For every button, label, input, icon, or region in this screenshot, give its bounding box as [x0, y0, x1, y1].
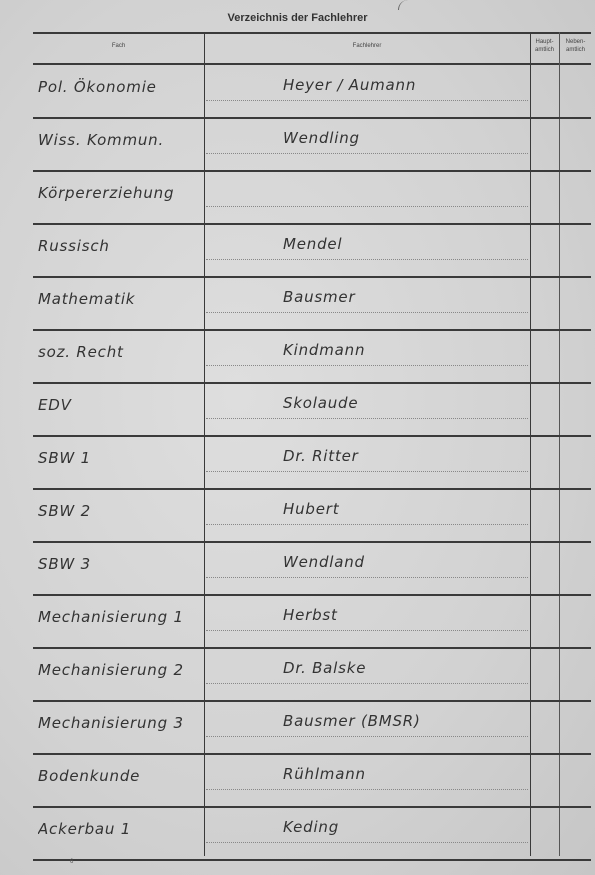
subject-cell: Ackerbau 1 [38, 820, 132, 838]
teacher-table [33, 32, 591, 856]
teacher-cell: Dr. Balske [283, 659, 367, 677]
teacher-cell: Keding [283, 818, 340, 836]
paper-fold-mark [398, 0, 411, 10]
dotted-guide-line [206, 259, 528, 260]
dotted-guide-line [206, 312, 528, 313]
subject-cell: SBW 2 [38, 502, 91, 520]
subject-cell: SBW 3 [38, 555, 91, 573]
subject-cell: Mechanisierung 1 [38, 608, 184, 626]
subject-cell: EDV [38, 396, 72, 414]
table-row [33, 753, 591, 806]
subject-cell: Bodenkunde [38, 767, 141, 785]
table-row [33, 488, 591, 541]
table-row [33, 170, 591, 223]
teacher-cell: Hubert [283, 500, 340, 518]
subject-cell: Mathematik [38, 290, 136, 308]
header-teacher: Fachlehrer [352, 43, 382, 49]
teacher-cell: Bausmer (BMSR) [283, 712, 421, 730]
table-row [33, 806, 591, 859]
teacher-cell: Skolaude [283, 394, 359, 412]
table-top-border [33, 32, 591, 34]
teacher-cell: Wendland [283, 553, 365, 571]
subject-cell: Mechanisierung 2 [38, 661, 184, 679]
dotted-guide-line [206, 206, 528, 207]
dotted-guide-line [206, 100, 528, 101]
dotted-guide-line [206, 153, 528, 154]
dotted-guide-line [206, 418, 528, 419]
teacher-cell: Wendling [283, 129, 360, 147]
dotted-guide-line [206, 683, 528, 684]
header-main: Haupt- amtlich [534, 39, 554, 53]
subject-cell: Pol. Ökonomie [38, 78, 157, 96]
subject-cell: SBW 1 [38, 449, 91, 467]
dotted-guide-line [206, 577, 528, 578]
subject-cell: Wiss. Kommun. [38, 131, 165, 149]
subject-cell: soz. Recht [38, 343, 124, 361]
dotted-guide-line [206, 365, 528, 366]
teacher-cell: Dr. Ritter [283, 447, 359, 465]
dotted-guide-line [206, 471, 528, 472]
teacher-cell: Bausmer [283, 288, 356, 306]
dotted-guide-line [206, 789, 528, 790]
teacher-cell: Mendel [283, 235, 343, 253]
subject-cell: Mechanisierung 3 [38, 714, 184, 732]
table-row [33, 435, 591, 488]
table-row [33, 594, 591, 647]
row-divider [33, 859, 591, 861]
table-row [33, 700, 591, 753]
page-number: 6 [70, 859, 74, 865]
page-title: Verzeichnis der Fachlehrer [227, 12, 368, 24]
dotted-guide-line [206, 736, 528, 737]
table-row [33, 117, 591, 170]
teacher-cell: Herbst [283, 606, 338, 624]
dotted-guide-line [206, 524, 528, 525]
table-row [33, 223, 591, 276]
teacher-cell: Kindmann [283, 341, 366, 359]
header-subject: Fach [111, 43, 126, 49]
table-row [33, 382, 591, 435]
subject-cell: Körpererziehung [38, 184, 175, 202]
dotted-guide-line [206, 630, 528, 631]
header-side: Neben- amtlich [565, 39, 586, 53]
table-row [33, 541, 591, 594]
teacher-cell: Rühlmann [283, 765, 366, 783]
dotted-guide-line [206, 842, 528, 843]
subject-cell: Russisch [38, 237, 110, 255]
table-row [33, 647, 591, 700]
table-row [33, 64, 591, 117]
table-row [33, 329, 591, 382]
table-row [33, 276, 591, 329]
teacher-cell: Heyer / Aumann [283, 76, 417, 94]
